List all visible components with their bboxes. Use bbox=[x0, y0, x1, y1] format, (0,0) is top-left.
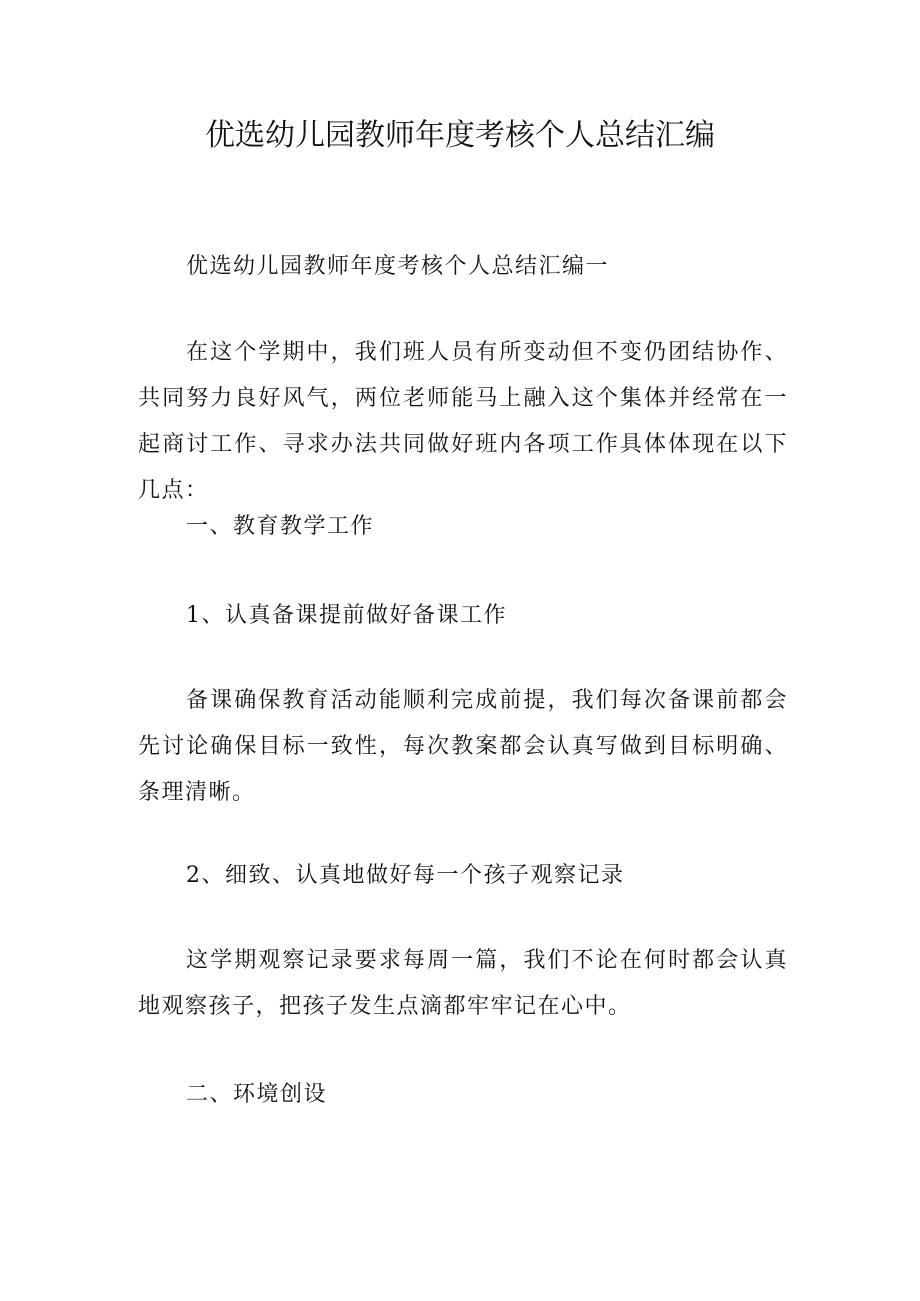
intro-paragraph: 在这个学期中，我们班人员有所变动但不变仍团结协作、共同努力良好风气，两位老师能马上融入这个集体并经常在一起商讨工作、寻求办法共同做好班内各项工作具体体现在以下几点： bbox=[138, 340, 788, 503]
subheading-observation-records: 2、细致、认真地做好每一个孩子观察记录 bbox=[186, 863, 625, 888]
observation-paragraph: 这学期观察记录要求每周一篇，我们不论在何时都会认真地观察孩子，把孩子发生点滴都牢牢记在心中。 bbox=[138, 948, 788, 1019]
document-title: 优选幼儿园教师年度考核个人总结汇编 bbox=[205, 118, 715, 153]
lesson-prep-paragraph: 备课确保教育活动能顺利完成前提，我们每次备课前都会先讨论确保目标一致性，每次教案都会认真写做到目标明确、条理清晰。 bbox=[138, 688, 788, 805]
subheading-lesson-prep: 1、认真备课提前做好备课工作 bbox=[186, 603, 507, 628]
section-subtitle: 优选幼儿园教师年度考核个人总结汇编一 bbox=[186, 254, 610, 279]
heading-environment: 二、环境创设 bbox=[186, 1082, 328, 1107]
heading-teaching-work: 一、教育教学工作 bbox=[186, 514, 375, 539]
